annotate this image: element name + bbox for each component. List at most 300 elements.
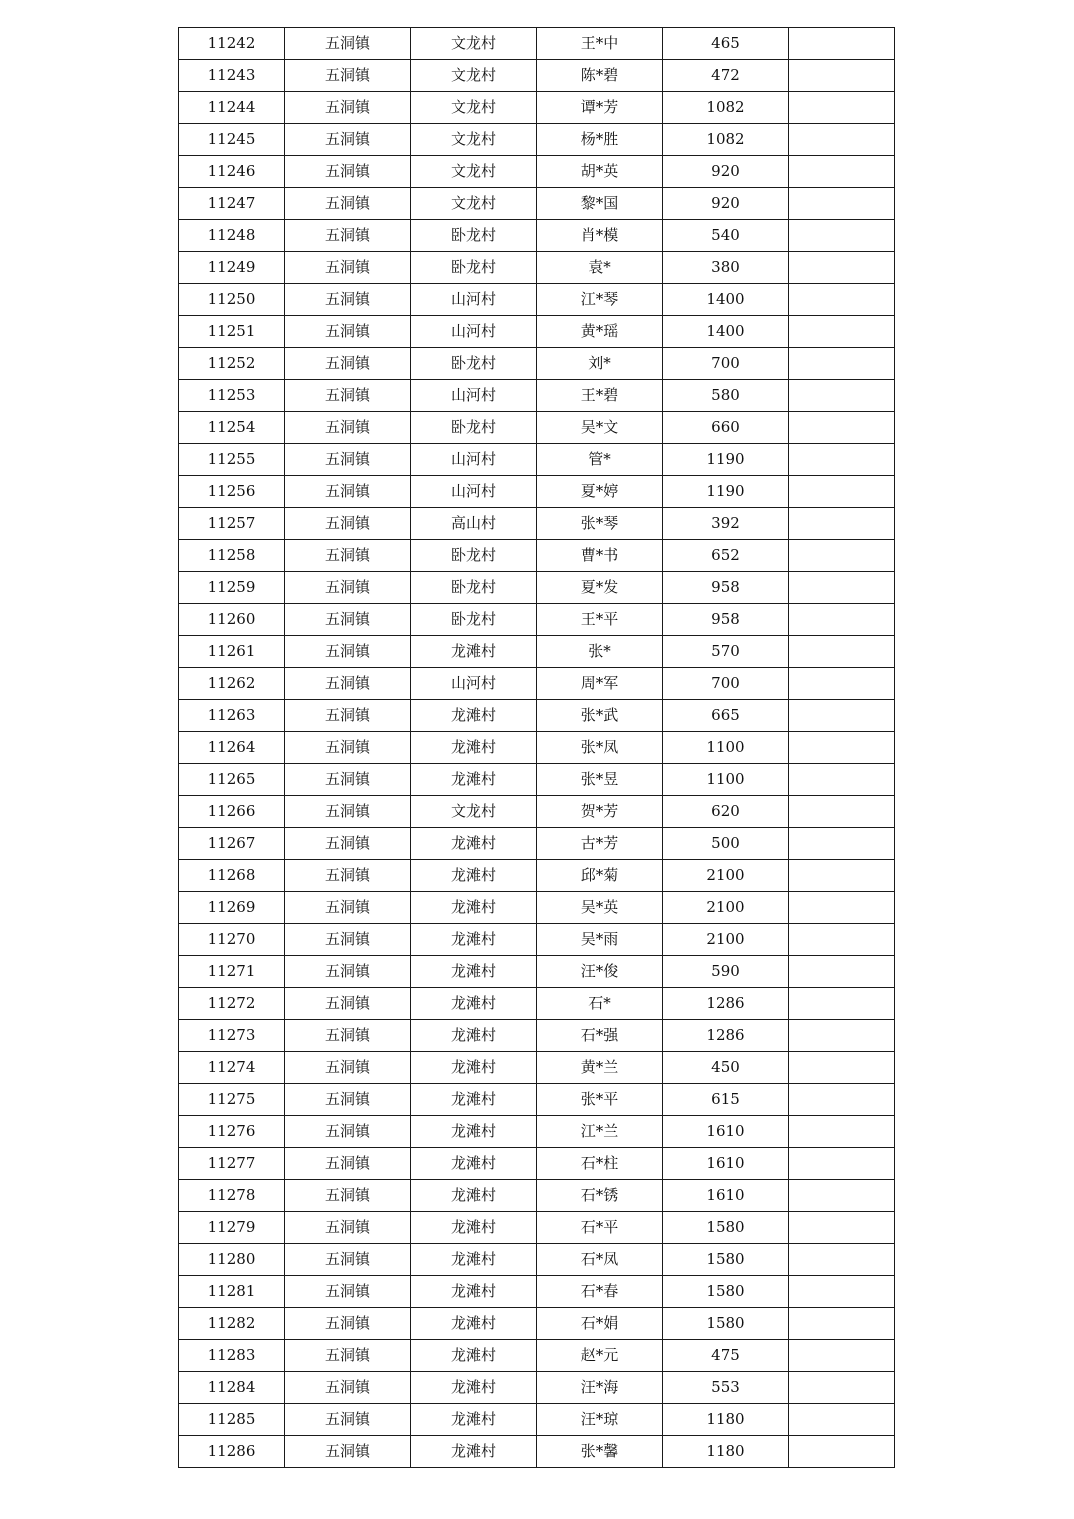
village-cell: 山河村 [411,380,537,412]
amount-cell: 958 [663,604,789,636]
table-row [179,60,895,92]
amount-cell: 660 [663,412,789,444]
name-cell: 胡*英 [537,156,663,188]
amount-cell: 570 [663,636,789,668]
table-row [179,348,895,380]
table-row [179,444,895,476]
record-id-cell: 11279 [179,1212,285,1244]
table-row [179,1276,895,1308]
record-id-cell: 11281 [179,1276,285,1308]
village-cell: 卧龙村 [411,348,537,380]
amount-cell: 2100 [663,924,789,956]
town-cell: 五洞镇 [285,28,411,60]
table-row [179,1180,895,1212]
amount-cell: 620 [663,796,789,828]
village-cell: 山河村 [411,444,537,476]
town-cell: 五洞镇 [285,892,411,924]
table-row [179,252,895,284]
record-id-cell: 11273 [179,1020,285,1052]
amount-cell: 1180 [663,1436,789,1468]
village-cell: 龙滩村 [411,1372,537,1404]
town-cell: 五洞镇 [285,60,411,92]
record-id-cell: 11243 [179,60,285,92]
amount-cell: 1082 [663,124,789,156]
name-cell: 石*锈 [537,1180,663,1212]
table-row [179,604,895,636]
record-id-cell: 11259 [179,572,285,604]
name-cell: 贺*芳 [537,796,663,828]
note-cell [789,1116,895,1148]
town-cell: 五洞镇 [285,380,411,412]
name-cell: 吴*英 [537,892,663,924]
village-cell: 卧龙村 [411,252,537,284]
name-cell: 肖*模 [537,220,663,252]
record-id-cell: 11245 [179,124,285,156]
village-cell: 文龙村 [411,156,537,188]
village-cell: 文龙村 [411,188,537,220]
town-cell: 五洞镇 [285,1276,411,1308]
name-cell: 夏*婷 [537,476,663,508]
town-cell: 五洞镇 [285,572,411,604]
amount-cell: 1190 [663,444,789,476]
table-row [179,540,895,572]
town-cell: 五洞镇 [285,1084,411,1116]
amount-cell: 615 [663,1084,789,1116]
record-id-cell: 11263 [179,700,285,732]
town-cell: 五洞镇 [285,508,411,540]
note-cell [789,636,895,668]
note-cell [789,540,895,572]
record-id-cell: 11252 [179,348,285,380]
amount-cell: 1580 [663,1244,789,1276]
village-cell: 龙滩村 [411,1180,537,1212]
town-cell: 五洞镇 [285,1052,411,1084]
name-cell: 石*柱 [537,1148,663,1180]
name-cell: 张*馨 [537,1436,663,1468]
table-row [179,92,895,124]
note-cell [789,1212,895,1244]
amount-cell: 920 [663,156,789,188]
note-cell [789,668,895,700]
note-cell [789,284,895,316]
table-row [179,1340,895,1372]
amount-cell: 700 [663,668,789,700]
amount-cell: 1100 [663,732,789,764]
record-id-cell: 11260 [179,604,285,636]
town-cell: 五洞镇 [285,476,411,508]
amount-cell: 1400 [663,284,789,316]
town-cell: 五洞镇 [285,316,411,348]
table-row [179,1404,895,1436]
town-cell: 五洞镇 [285,540,411,572]
record-id-cell: 11270 [179,924,285,956]
village-cell: 卧龙村 [411,604,537,636]
amount-cell: 1610 [663,1148,789,1180]
note-cell [789,508,895,540]
town-cell: 五洞镇 [285,988,411,1020]
note-cell [789,1372,895,1404]
town-cell: 五洞镇 [285,124,411,156]
village-cell: 龙滩村 [411,1052,537,1084]
note-cell [789,412,895,444]
village-cell: 龙滩村 [411,1116,537,1148]
record-id-cell: 11284 [179,1372,285,1404]
town-cell: 五洞镇 [285,1116,411,1148]
amount-cell: 1400 [663,316,789,348]
amount-cell: 1580 [663,1308,789,1340]
table-row [179,188,895,220]
town-cell: 五洞镇 [285,1180,411,1212]
note-cell [789,1436,895,1468]
name-cell: 谭*芳 [537,92,663,124]
village-cell: 龙滩村 [411,1020,537,1052]
town-cell: 五洞镇 [285,1308,411,1340]
note-cell [789,444,895,476]
town-cell: 五洞镇 [285,924,411,956]
note-cell [789,764,895,796]
amount-cell: 475 [663,1340,789,1372]
note-cell [789,60,895,92]
amount-cell: 540 [663,220,789,252]
table-row [179,732,895,764]
record-id-cell: 11267 [179,828,285,860]
note-cell [789,988,895,1020]
amount-cell: 553 [663,1372,789,1404]
amount-cell: 472 [663,60,789,92]
amount-cell: 1082 [663,92,789,124]
town-cell: 五洞镇 [285,444,411,476]
table-row [179,380,895,412]
record-id-cell: 11278 [179,1180,285,1212]
village-cell: 龙滩村 [411,956,537,988]
town-cell: 五洞镇 [285,1148,411,1180]
record-id-cell: 11262 [179,668,285,700]
table-row [179,156,895,188]
village-cell: 卧龙村 [411,540,537,572]
record-id-cell: 11272 [179,988,285,1020]
town-cell: 五洞镇 [285,412,411,444]
table-row [179,956,895,988]
village-cell: 山河村 [411,316,537,348]
amount-cell: 652 [663,540,789,572]
table-row [179,796,895,828]
amount-cell: 1580 [663,1212,789,1244]
note-cell [789,28,895,60]
note-cell [789,892,895,924]
name-cell: 王*平 [537,604,663,636]
table-row [179,316,895,348]
note-cell [789,604,895,636]
town-cell: 五洞镇 [285,1340,411,1372]
amount-cell: 1286 [663,988,789,1020]
note-cell [789,1180,895,1212]
note-cell [789,1404,895,1436]
record-id-cell: 11277 [179,1148,285,1180]
town-cell: 五洞镇 [285,700,411,732]
record-id-cell: 11246 [179,156,285,188]
town-cell: 五洞镇 [285,1404,411,1436]
table-row [179,220,895,252]
record-id-cell: 11250 [179,284,285,316]
record-id-cell: 11248 [179,220,285,252]
note-cell [789,476,895,508]
name-cell: 黄*兰 [537,1052,663,1084]
village-cell: 卧龙村 [411,572,537,604]
table-row [179,572,895,604]
village-cell: 文龙村 [411,796,537,828]
table-row [179,508,895,540]
town-cell: 五洞镇 [285,796,411,828]
amount-cell: 590 [663,956,789,988]
record-id-cell: 11268 [179,860,285,892]
note-cell [789,124,895,156]
town-cell: 五洞镇 [285,188,411,220]
name-cell: 邱*菊 [537,860,663,892]
table-row [179,828,895,860]
amount-cell: 580 [663,380,789,412]
name-cell: 袁* [537,252,663,284]
note-cell [789,92,895,124]
town-cell: 五洞镇 [285,828,411,860]
note-cell [789,924,895,956]
village-cell: 龙滩村 [411,1212,537,1244]
village-cell: 山河村 [411,284,537,316]
village-cell: 龙滩村 [411,1436,537,1468]
village-cell: 文龙村 [411,60,537,92]
note-cell [789,220,895,252]
name-cell: 石*娟 [537,1308,663,1340]
amount-cell: 2100 [663,860,789,892]
town-cell: 五洞镇 [285,1372,411,1404]
amount-cell: 450 [663,1052,789,1084]
name-cell: 张*昱 [537,764,663,796]
name-cell: 黎*国 [537,188,663,220]
amount-cell: 1100 [663,764,789,796]
note-cell [789,860,895,892]
record-id-cell: 11266 [179,796,285,828]
village-cell: 龙滩村 [411,1276,537,1308]
note-cell [789,1340,895,1372]
town-cell: 五洞镇 [285,284,411,316]
town-cell: 五洞镇 [285,252,411,284]
name-cell: 赵*元 [537,1340,663,1372]
note-cell [789,1052,895,1084]
town-cell: 五洞镇 [285,92,411,124]
village-cell: 龙滩村 [411,1148,537,1180]
note-cell [789,348,895,380]
village-cell: 山河村 [411,668,537,700]
note-cell [789,252,895,284]
note-cell [789,700,895,732]
record-id-cell: 11283 [179,1340,285,1372]
village-cell: 卧龙村 [411,220,537,252]
amount-cell: 665 [663,700,789,732]
village-cell: 龙滩村 [411,892,537,924]
town-cell: 五洞镇 [285,220,411,252]
table-row [179,636,895,668]
note-cell [789,956,895,988]
amount-cell: 920 [663,188,789,220]
name-cell: 刘* [537,348,663,380]
record-id-cell: 11253 [179,380,285,412]
village-cell: 龙滩村 [411,1244,537,1276]
note-cell [789,572,895,604]
note-cell [789,188,895,220]
record-id-cell: 11242 [179,28,285,60]
name-cell: 石*春 [537,1276,663,1308]
amount-cell: 380 [663,252,789,284]
name-cell: 汪*海 [537,1372,663,1404]
name-cell: 吴*文 [537,412,663,444]
record-id-cell: 11256 [179,476,285,508]
village-cell: 龙滩村 [411,828,537,860]
town-cell: 五洞镇 [285,732,411,764]
amount-cell: 1180 [663,1404,789,1436]
village-cell: 龙滩村 [411,1340,537,1372]
amount-cell: 958 [663,572,789,604]
note-cell [789,1148,895,1180]
amount-cell: 465 [663,28,789,60]
note-cell [789,1084,895,1116]
amount-cell: 1580 [663,1276,789,1308]
amount-cell: 2100 [663,892,789,924]
record-id-cell: 11286 [179,1436,285,1468]
record-id-cell: 11265 [179,764,285,796]
name-cell: 管* [537,444,663,476]
village-cell: 龙滩村 [411,1084,537,1116]
town-cell: 五洞镇 [285,860,411,892]
note-cell [789,732,895,764]
note-cell [789,380,895,412]
amount-cell: 1610 [663,1116,789,1148]
table-row [179,1116,895,1148]
table-row [179,1020,895,1052]
table-row [179,284,895,316]
record-id-cell: 11269 [179,892,285,924]
name-cell: 江*琴 [537,284,663,316]
name-cell: 张*平 [537,1084,663,1116]
village-cell: 文龙村 [411,92,537,124]
amount-cell: 700 [663,348,789,380]
town-cell: 五洞镇 [285,956,411,988]
record-id-cell: 11249 [179,252,285,284]
table-row [179,668,895,700]
village-cell: 龙滩村 [411,988,537,1020]
village-cell: 高山村 [411,508,537,540]
table-row [179,764,895,796]
table-row [179,892,895,924]
record-id-cell: 11258 [179,540,285,572]
table-row [179,124,895,156]
note-cell [789,316,895,348]
table-row [179,700,895,732]
name-cell: 张*凤 [537,732,663,764]
table-row [179,28,895,60]
name-cell: 石*强 [537,1020,663,1052]
village-cell: 龙滩村 [411,860,537,892]
record-id-cell: 11275 [179,1084,285,1116]
record-id-cell: 11280 [179,1244,285,1276]
village-cell: 龙滩村 [411,1404,537,1436]
village-cell: 龙滩村 [411,700,537,732]
village-cell: 龙滩村 [411,764,537,796]
note-cell [789,796,895,828]
note-cell [789,156,895,188]
name-cell: 张*琴 [537,508,663,540]
amount-cell: 392 [663,508,789,540]
name-cell: 曹*书 [537,540,663,572]
name-cell: 古*芳 [537,828,663,860]
table-row [179,1212,895,1244]
note-cell [789,828,895,860]
name-cell: 张* [537,636,663,668]
village-cell: 卧龙村 [411,412,537,444]
village-cell: 文龙村 [411,124,537,156]
record-id-cell: 11276 [179,1116,285,1148]
table-row [179,1052,895,1084]
amount-cell: 1610 [663,1180,789,1212]
record-id-cell: 11261 [179,636,285,668]
village-cell: 山河村 [411,476,537,508]
note-cell [789,1244,895,1276]
town-cell: 五洞镇 [285,1020,411,1052]
amount-cell: 1190 [663,476,789,508]
note-cell [789,1020,895,1052]
town-cell: 五洞镇 [285,636,411,668]
records-table [178,27,895,1468]
table-row [179,1372,895,1404]
record-id-cell: 11244 [179,92,285,124]
table-row [179,1084,895,1116]
name-cell: 周*军 [537,668,663,700]
table-row [179,1308,895,1340]
amount-cell: 500 [663,828,789,860]
name-cell: 石* [537,988,663,1020]
record-id-cell: 11247 [179,188,285,220]
table-row [179,1148,895,1180]
note-cell [789,1308,895,1340]
town-cell: 五洞镇 [285,668,411,700]
record-id-cell: 11251 [179,316,285,348]
name-cell: 张*武 [537,700,663,732]
town-cell: 五洞镇 [285,1436,411,1468]
name-cell: 石*平 [537,1212,663,1244]
name-cell: 江*兰 [537,1116,663,1148]
village-cell: 龙滩村 [411,1308,537,1340]
record-id-cell: 11257 [179,508,285,540]
town-cell: 五洞镇 [285,604,411,636]
name-cell: 杨*胜 [537,124,663,156]
name-cell: 石*凤 [537,1244,663,1276]
record-id-cell: 11285 [179,1404,285,1436]
record-id-cell: 11254 [179,412,285,444]
table-row [179,1244,895,1276]
table-row [179,412,895,444]
name-cell: 汪*琼 [537,1404,663,1436]
table-row [179,476,895,508]
table-row [179,860,895,892]
record-id-cell: 11282 [179,1308,285,1340]
town-cell: 五洞镇 [285,764,411,796]
village-cell: 龙滩村 [411,636,537,668]
name-cell: 汪*俊 [537,956,663,988]
name-cell: 王*碧 [537,380,663,412]
table-row [179,1436,895,1468]
town-cell: 五洞镇 [285,156,411,188]
village-cell: 龙滩村 [411,732,537,764]
record-id-cell: 11255 [179,444,285,476]
town-cell: 五洞镇 [285,348,411,380]
